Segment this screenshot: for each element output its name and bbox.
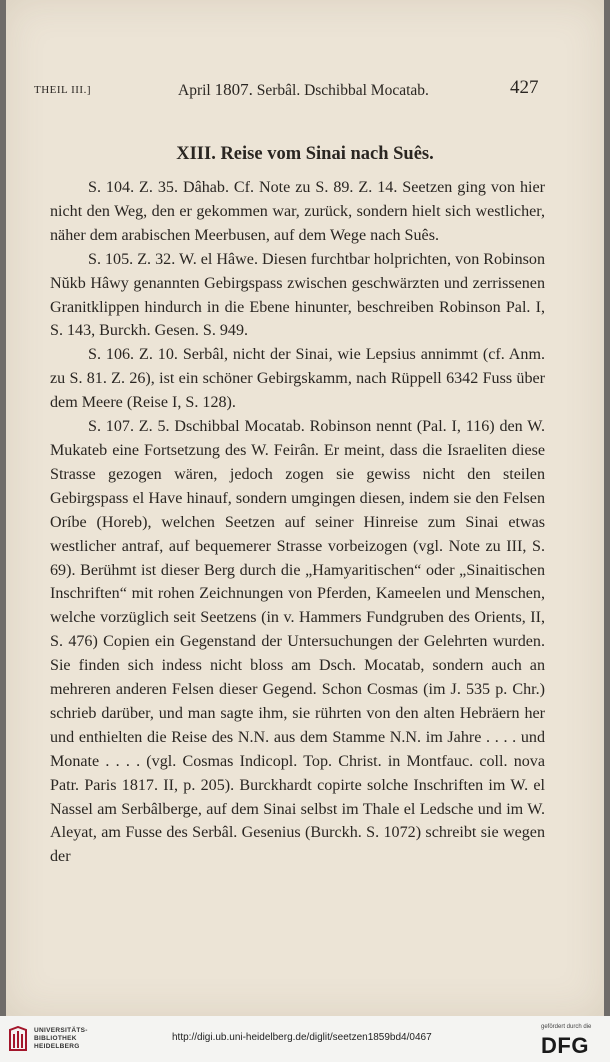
body-text xyxy=(50,176,545,869)
university-logo-text xyxy=(34,1027,88,1051)
logo-line-1: UNIVERSITÄTS- xyxy=(34,1027,88,1034)
funded-by-label: gefördert durch die xyxy=(541,1024,592,1030)
dfg-logo[interactable]: DFG xyxy=(541,1033,589,1058)
running-head-volume: THEIL III.] xyxy=(34,84,92,96)
viewer-footer xyxy=(0,1016,610,1062)
running-head-month: April xyxy=(178,82,215,99)
chapter-title: XIII. Reise vom Sinai nach Suês. xyxy=(176,144,434,164)
scanned-book-page xyxy=(6,0,604,1016)
running-head-places: Serbâl. Dschibbal Mocatab. xyxy=(252,82,429,99)
logo-line-2: BIBLIOTHEK xyxy=(34,1035,77,1042)
university-logo-icon[interactable] xyxy=(8,1026,28,1052)
paragraph-dahab: S. 104. Z. 35. Dâhab. Cf. Note zu S. 89. Z. 14. Seetzen ging von hier nicht den Weg, den er gekommen war, zurück, sondern hielt sich westlicher, näher dem arabischen Meerbusen, auf dem Wege nach Suês. xyxy=(50,179,545,244)
logo-line-3: HEIDELBERG xyxy=(34,1043,80,1050)
paragraph-mocatab: S. 107. Z. 5. Dschibbal Mocatab. Robinson nennt (Pal. I, 116) den W. Mukateb eine Fortsetzung des W. Feirân. Er meint, dass die Israeliten diese Strasse gezogen wären, jedoch zogen sie gewiss nicht den steilen Gebirgspass el Have hinauf, sondern umgingen diesen, indem sie den Felsen Oríbe (Horeb), welchen Seetzen auf seiner Hinreise zum Sinai etwas westlicher antraf, auf bequemerer Strasse vorbeizogen (vgl. Note zu III, S. 69). Berühmt ist dieser Berg durch die „Hamyaritischen“ oder „Sinaitischen Inschriften“ mit rohen Zeichnungen von Pferden, Kameelen und Menschen, welche vorzüglich seit Seetzens (in v. Hammers Fundgruben des Orients, II, S. 476) Copien ein Gegenstand der Untersuchungen der Gelehrten wurden. Sie finden sich indess nicht bloss am Dsch. Mocatab, sondern auch an mehreren anderen Felsen dieser Gegend. Schon Cosmas (im J. 535 p. Chr.) schrieb darüber, und man sagte ihm, sie rührten von den alten Hebräern her und enthielten die Reise des N.N. aus dem Stamme N.N. im Jahre . . . . und Monate . . . . (vgl. Cosmas Indicopl. Top. Christ. in Montfauc. coll. nova Patr. Paris 1817. II, p. 205). Burckhardt copirte solche Inschriften im W. el Nassel am Serbâlberge, auf dem Sinai selbst im Thale el Ledsche und im W. Aleyat, am Fusse des Serbâl. Gesenius (Burckh. S. 1072) schreibt sie wegen der xyxy=(50,418,545,866)
page-number: 427 xyxy=(510,77,539,98)
running-head-year: 1807. xyxy=(214,80,253,99)
paragraph-serbal: S. 106. Z. 10. Serbâl, nicht der Sinai, wie Lepsius annimmt (cf. Anm. zu S. 81. Z. 26), ist ein schöner Gebirgskamm, nach Rüppell 6342 Fuss über dem Meere (Reise I, S. 128). xyxy=(50,346,545,412)
permalink-url[interactable]: http://digi.ub.uni-heidelberg.de/diglit/seetzen1859bd4/0467 xyxy=(172,1032,432,1043)
paragraph-hawe: S. 105. Z. 32. W. el Hâwe. Diesen furchtbar holprichten, von Robinson Nŭkb Hâwy genannten Gebirgspass zwischen geschwärzten und zerrissenen Granitklippen hindurch in die Ebene hinunter, beschreiben Robinson Pal. I, S. 143, Burckh. Gesen. S. 949. xyxy=(50,250,545,340)
running-head-title xyxy=(178,80,429,100)
